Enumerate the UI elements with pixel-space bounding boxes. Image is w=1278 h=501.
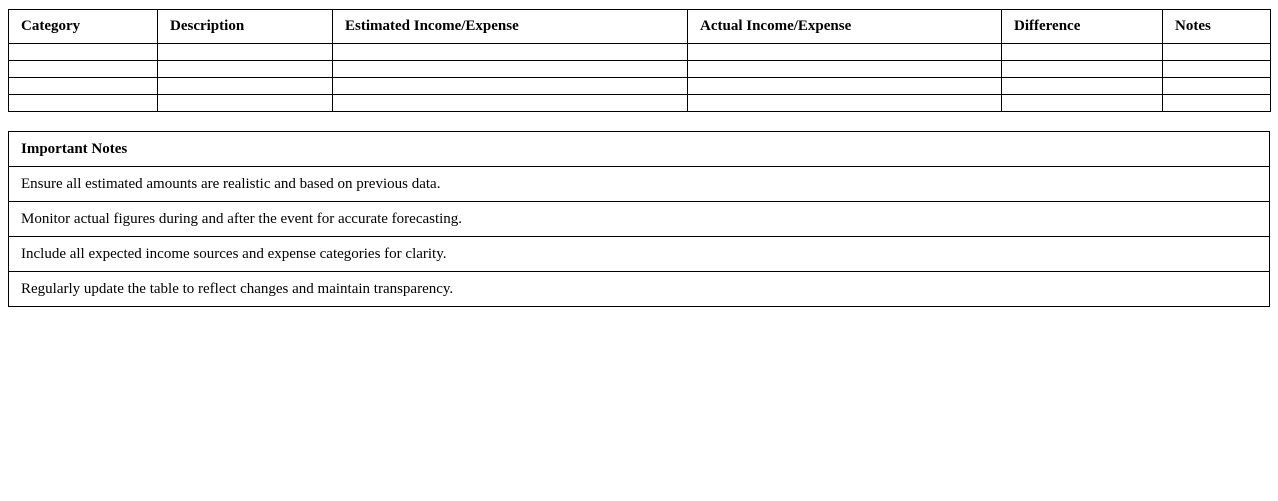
table-row bbox=[9, 61, 1271, 78]
table-cell[interactable] bbox=[158, 95, 333, 112]
table-cell[interactable] bbox=[9, 44, 158, 61]
list-item bbox=[9, 237, 1270, 272]
note-text: Regularly update the table to reflect changes and maintain transparency. bbox=[9, 272, 1270, 307]
page-content bbox=[8, 9, 1270, 307]
table-cell[interactable] bbox=[1002, 95, 1163, 112]
table-cell[interactable] bbox=[9, 95, 158, 112]
table-cell[interactable] bbox=[333, 78, 688, 95]
important-notes-table bbox=[8, 131, 1270, 307]
notes-header-row bbox=[9, 132, 1270, 167]
table-cell[interactable] bbox=[1163, 78, 1271, 95]
table-cell[interactable] bbox=[1002, 61, 1163, 78]
table-cell[interactable] bbox=[1002, 78, 1163, 95]
table-row bbox=[9, 44, 1271, 61]
table-cell[interactable] bbox=[688, 44, 1002, 61]
table-cell[interactable] bbox=[1163, 95, 1271, 112]
table-cell[interactable] bbox=[333, 44, 688, 61]
header-category: Category bbox=[9, 10, 158, 44]
table-cell[interactable] bbox=[1163, 44, 1271, 61]
header-description: Description bbox=[158, 10, 333, 44]
table-cell[interactable] bbox=[1163, 61, 1271, 78]
table-cell[interactable] bbox=[158, 44, 333, 61]
table-cell[interactable] bbox=[688, 78, 1002, 95]
table-row bbox=[9, 78, 1271, 95]
header-difference: Difference bbox=[1002, 10, 1163, 44]
table-cell[interactable] bbox=[9, 78, 158, 95]
table-cell[interactable] bbox=[158, 61, 333, 78]
table-cell[interactable] bbox=[158, 78, 333, 95]
table-cell[interactable] bbox=[333, 61, 688, 78]
note-text: Ensure all estimated amounts are realistic and based on previous data. bbox=[9, 167, 1270, 202]
budget-header-row bbox=[9, 10, 1271, 44]
table-cell[interactable] bbox=[688, 61, 1002, 78]
table-cell[interactable] bbox=[688, 95, 1002, 112]
table-cell[interactable] bbox=[9, 61, 158, 78]
header-actual: Actual Income/Expense bbox=[688, 10, 1002, 44]
note-text: Include all expected income sources and expense categories for clarity. bbox=[9, 237, 1270, 272]
budget-table bbox=[8, 9, 1271, 112]
header-notes: Notes bbox=[1163, 10, 1271, 44]
notes-heading: Important Notes bbox=[9, 132, 1270, 167]
table-row bbox=[9, 95, 1271, 112]
table-cell[interactable] bbox=[333, 95, 688, 112]
note-text: Monitor actual figures during and after the event for accurate forecasting. bbox=[9, 202, 1270, 237]
list-item bbox=[9, 167, 1270, 202]
table-cell[interactable] bbox=[1002, 44, 1163, 61]
header-estimated: Estimated Income/Expense bbox=[333, 10, 688, 44]
list-item bbox=[9, 202, 1270, 237]
list-item bbox=[9, 272, 1270, 307]
